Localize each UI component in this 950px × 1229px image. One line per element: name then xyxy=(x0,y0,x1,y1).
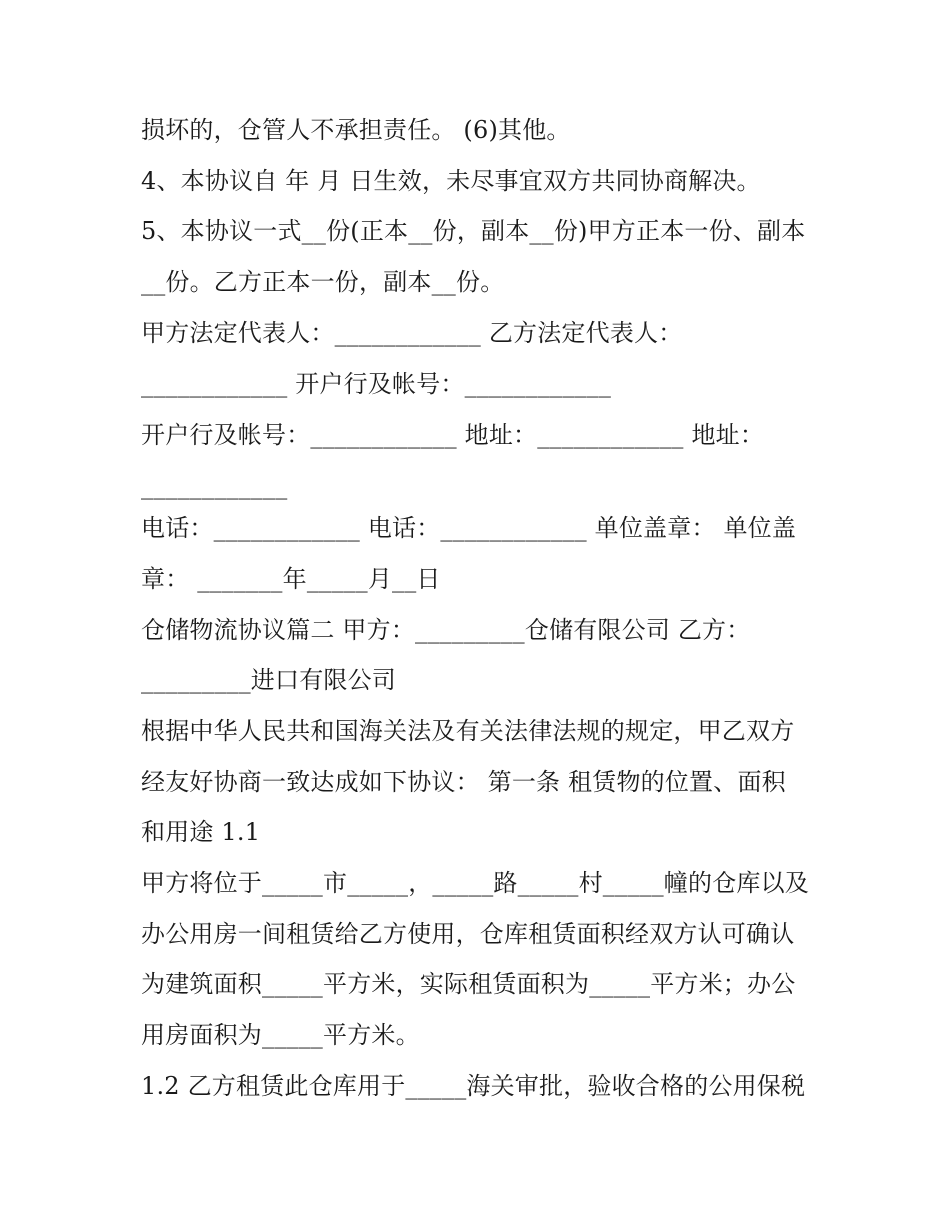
text-line: 为建筑面积_____平方米，实际租赁面积为_____平方米；办公 xyxy=(141,970,796,998)
text-line: 5、本协议一式__份(正本__份，副本__份)甲方正本一份、副本 xyxy=(141,217,806,245)
text-line: 电话：____________ 电话：____________ 单位盖章： 单位盖 xyxy=(141,514,797,542)
text-line: 1.2 乙方租赁此仓库用于_____海关审批，验收合格的公用保税 xyxy=(141,1072,806,1100)
text-line: 4、本协议自 年 月 日生效，未尽事宜双方共同协商解决。 xyxy=(141,167,761,195)
text-line: 开户行及帐号：____________ 地址：____________ 地址： xyxy=(141,421,765,449)
text-line: ____________ xyxy=(141,472,288,500)
text-line: 损坏的，仓管人不承担责任。 (6)其他。 xyxy=(141,116,571,144)
text-line: 甲方法定代表人：____________ 乙方法定代表人： xyxy=(141,319,683,347)
text-line: 经友好协商一致达成如下协议： 第一条 租赁物的位置、面积 xyxy=(141,768,786,796)
text-line: 甲方将位于_____市_____，_____路_____村_____幢的仓库以及 xyxy=(141,869,809,897)
text-line: ____________ 开户行及帐号：____________ xyxy=(141,370,612,398)
text-line: _________进口有限公司 xyxy=(141,666,396,694)
text-line: 根据中华人民共和国海关法及有关法律法规的规定，甲乙双方 xyxy=(141,717,795,745)
text-line: 章： _______年_____月__日 xyxy=(141,565,441,593)
text-line: 办公用房一间租赁给乙方使用，仓库租赁面积经双方认可确认 xyxy=(141,920,795,948)
text-line: 用房面积为_____平方米。 xyxy=(141,1021,420,1049)
text-line: 仓储物流协议篇二 甲方：_________仓储有限公司 乙方： xyxy=(141,616,751,644)
text-line: __份。乙方正本一份，副本__份。 xyxy=(141,268,505,296)
text-line: 和用途 1.1 xyxy=(141,818,261,846)
